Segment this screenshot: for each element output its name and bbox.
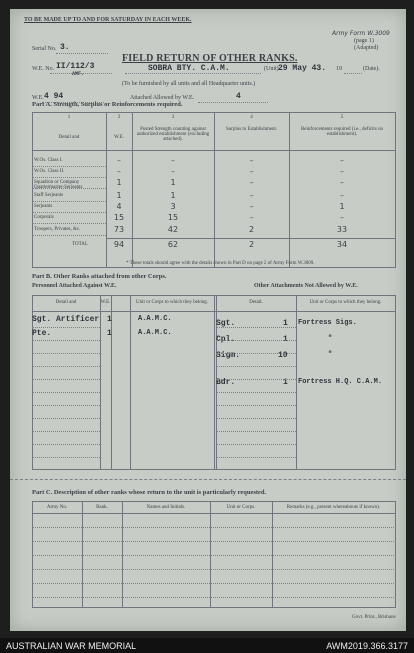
part-a-cell-reinf: – bbox=[340, 156, 344, 165]
part-b-heading: Part B. Other Ranks attached from other Corps. bbox=[32, 273, 167, 280]
part-a-cell-posted: 62 bbox=[167, 240, 179, 249]
part-a-cell-we: 4 bbox=[116, 202, 122, 211]
wc-label: W.E. No. bbox=[32, 66, 55, 72]
part-b-left-col-header: Detail and bbox=[55, 300, 77, 305]
instruction-text: (To be furnished by all units and all Headquarter units.) bbox=[122, 81, 256, 87]
footer-institution: AUSTRALIAN WAR MEMORIAL bbox=[6, 641, 137, 651]
part-a-col-number: 4 bbox=[250, 115, 253, 120]
printer-imprint: Govt. Print., Brisbane bbox=[352, 615, 396, 620]
part-b-right-col-header: Unit or Corps to which they belong. bbox=[309, 300, 382, 305]
part-a-cell-we: – bbox=[117, 167, 121, 176]
part-a-row-label: Troopers, Privates, &c. bbox=[34, 227, 81, 232]
part-a-cell-reinf: – bbox=[340, 178, 344, 187]
part-b-right-detail: Sgt. bbox=[216, 319, 236, 328]
part-c-col-header: Names and Initials. bbox=[146, 505, 186, 510]
part-a-cell-surplus: – bbox=[249, 213, 254, 222]
part-c-col-header: Rank. bbox=[96, 505, 108, 510]
part-a-cell-posted: – bbox=[171, 167, 175, 176]
part-a-col-header: Surplus to Establishment. bbox=[225, 127, 278, 132]
part-a-footnote: * These totals should agree with the details shown in Part D on page 2 of Army Form W.3009. bbox=[126, 261, 315, 266]
part-b-left-unit: A.A.M.C. bbox=[138, 315, 172, 323]
part-b-right-detail: Cpl. bbox=[216, 335, 236, 344]
part-b-right-num: 1 bbox=[283, 378, 288, 387]
part-a-cell-we: 1 bbox=[116, 191, 122, 200]
part-b-left-num: 1 bbox=[107, 329, 112, 338]
date-prefix: 19 bbox=[336, 66, 342, 72]
serial-value: 3. bbox=[60, 43, 70, 52]
part-b-left-col-header: W.E. bbox=[100, 300, 111, 305]
part-b-right-sub: Other Attachments Not Allowed by W.E. bbox=[254, 283, 358, 289]
army-form-number: Army Form W.3009 bbox=[332, 30, 390, 37]
part-a-col-number: 1 bbox=[67, 115, 71, 120]
we-label: W.E. bbox=[32, 95, 44, 101]
part-a-cell-surplus: 2 bbox=[248, 225, 255, 234]
part-b-right-detail: Bdr. bbox=[216, 378, 236, 387]
part-b-right-unit: Fortress Sigs. bbox=[298, 319, 357, 327]
part-a-cell-surplus: – bbox=[249, 191, 254, 200]
wc-value: II/112/3 bbox=[56, 62, 95, 71]
part-a-cell-we: 73 bbox=[113, 225, 125, 234]
unit-value: SOBRA BTY. C.A.M. bbox=[148, 64, 230, 73]
part-a-col-number: 2 bbox=[117, 115, 121, 120]
footer-accession: AWM2019.366.3177 bbox=[326, 641, 408, 651]
part-c-col-header: Remarks (e.g., present whereabouts if known). bbox=[286, 505, 381, 510]
part-a-cell-reinf: 34 bbox=[336, 240, 348, 249]
part-b-left-detail: Pte. bbox=[32, 329, 52, 338]
part-a-col-header: Reinforcements required (i.e., deficits on establishment). bbox=[300, 127, 384, 137]
form-title: FIELD RETURN OF OTHER RANKS. bbox=[122, 53, 298, 64]
part-a-cell-we: 15 bbox=[113, 213, 125, 222]
part-c-col-header: Army No. bbox=[46, 505, 68, 510]
part-b-right-num: 10 bbox=[278, 351, 288, 360]
part-a-heading: Part A. Strength, Surplus or Reinforcements required. bbox=[32, 101, 183, 108]
part-b-right-unit: " bbox=[328, 335, 333, 343]
part-a-cell-we: 94 bbox=[113, 240, 125, 249]
part-b-right-col-header: Detail. bbox=[249, 300, 263, 305]
part-b-right-detail: Sigm. bbox=[216, 351, 241, 360]
part-b-left-col-header: Unit or Corps to which they belong. bbox=[135, 300, 209, 305]
date-label: (Date). bbox=[363, 66, 380, 72]
part-a-cell-reinf: – bbox=[340, 167, 344, 176]
part-a-cell-we: 1 bbox=[116, 178, 122, 187]
part-a-cell-surplus: – bbox=[249, 178, 254, 187]
part-b-left-num: 1 bbox=[107, 315, 112, 324]
form-top-title: TO BE MADE UP TO AND FOR SATURDAY IN EACH WEEK. bbox=[24, 17, 192, 23]
part-a-row-label: W.Os. Class II. bbox=[34, 169, 65, 174]
part-b-right-unit: Fortress H.Q. C.A.M. bbox=[298, 378, 383, 386]
part-b-left-unit: A.A.M.C. bbox=[138, 329, 172, 337]
part-a-cell-surplus: – bbox=[249, 202, 254, 211]
part-a-cell-surplus: – bbox=[249, 167, 254, 176]
part-a-cell-posted: 3 bbox=[170, 202, 176, 211]
part-a-col-number: 5 bbox=[340, 115, 344, 120]
part-b-right-unit: " bbox=[328, 351, 333, 359]
part-a-cell-reinf: 1 bbox=[339, 202, 345, 211]
part-a-row-label: Staff Serjeants bbox=[34, 193, 64, 198]
part-a-row-label: TOTAL bbox=[72, 242, 88, 247]
part-b-right-num: 1 bbox=[283, 319, 288, 328]
archive-footer bbox=[0, 638, 414, 653]
part-a-row-label: Serjeants bbox=[34, 204, 53, 209]
part-b-left-detail: Sgt. Artificer bbox=[32, 315, 100, 324]
part-a-cell-reinf: – bbox=[340, 213, 344, 222]
part-c-heading: Part C. Description of other ranks whose return to the unit is particularly requested. bbox=[32, 489, 267, 496]
part-a-row-label: W.Os. Class I. bbox=[34, 158, 63, 163]
part-a-cell-surplus: 2 bbox=[248, 240, 255, 249]
unit-label: (Unit) bbox=[264, 66, 279, 72]
part-a-row-label: Corporals bbox=[34, 215, 54, 220]
part-b-right-num: 1 bbox=[283, 335, 288, 344]
part-c-col-header: Unit or Corps. bbox=[226, 505, 256, 510]
attached-value: 4 bbox=[236, 92, 241, 101]
part-a-cell-we: – bbox=[117, 156, 121, 165]
wc-sub: AMF. bbox=[72, 71, 85, 77]
part-a-cell-posted: 1 bbox=[170, 191, 176, 200]
attached-label: Attached Allowed by W.E. bbox=[130, 95, 195, 101]
part-a-col-number: 3 bbox=[171, 115, 175, 120]
date-value: 29 May 43. bbox=[278, 64, 327, 73]
part-a-cell-posted: 42 bbox=[167, 225, 179, 234]
part-a-cell-reinf: 33 bbox=[336, 225, 348, 234]
adapted-note: (Adapted) bbox=[354, 45, 379, 51]
part-a-cell-surplus: – bbox=[249, 156, 254, 165]
part-a-col-header: W.E. bbox=[114, 135, 124, 140]
part-a-cell-reinf: – bbox=[340, 191, 344, 200]
part-a-row-label: Squadron or Company Quartermaster-Serjeants bbox=[34, 180, 83, 190]
part-a-col-header: Posted Strength counting against authorized establishment (excluding attached). bbox=[136, 127, 210, 142]
part-b-left-sub: Personnel Attached Against W.E. bbox=[32, 283, 117, 289]
serial-label: Serial No. bbox=[32, 46, 57, 52]
we-value: 4 94 bbox=[44, 92, 64, 101]
part-a-cell-posted: 15 bbox=[167, 213, 179, 222]
form-sheet bbox=[10, 9, 406, 631]
part-a-col-header: Detail and bbox=[58, 135, 80, 140]
part-a-cell-posted: 1 bbox=[170, 178, 176, 187]
part-a-cell-posted: – bbox=[171, 156, 175, 165]
page-number: (page 1) bbox=[354, 38, 374, 44]
